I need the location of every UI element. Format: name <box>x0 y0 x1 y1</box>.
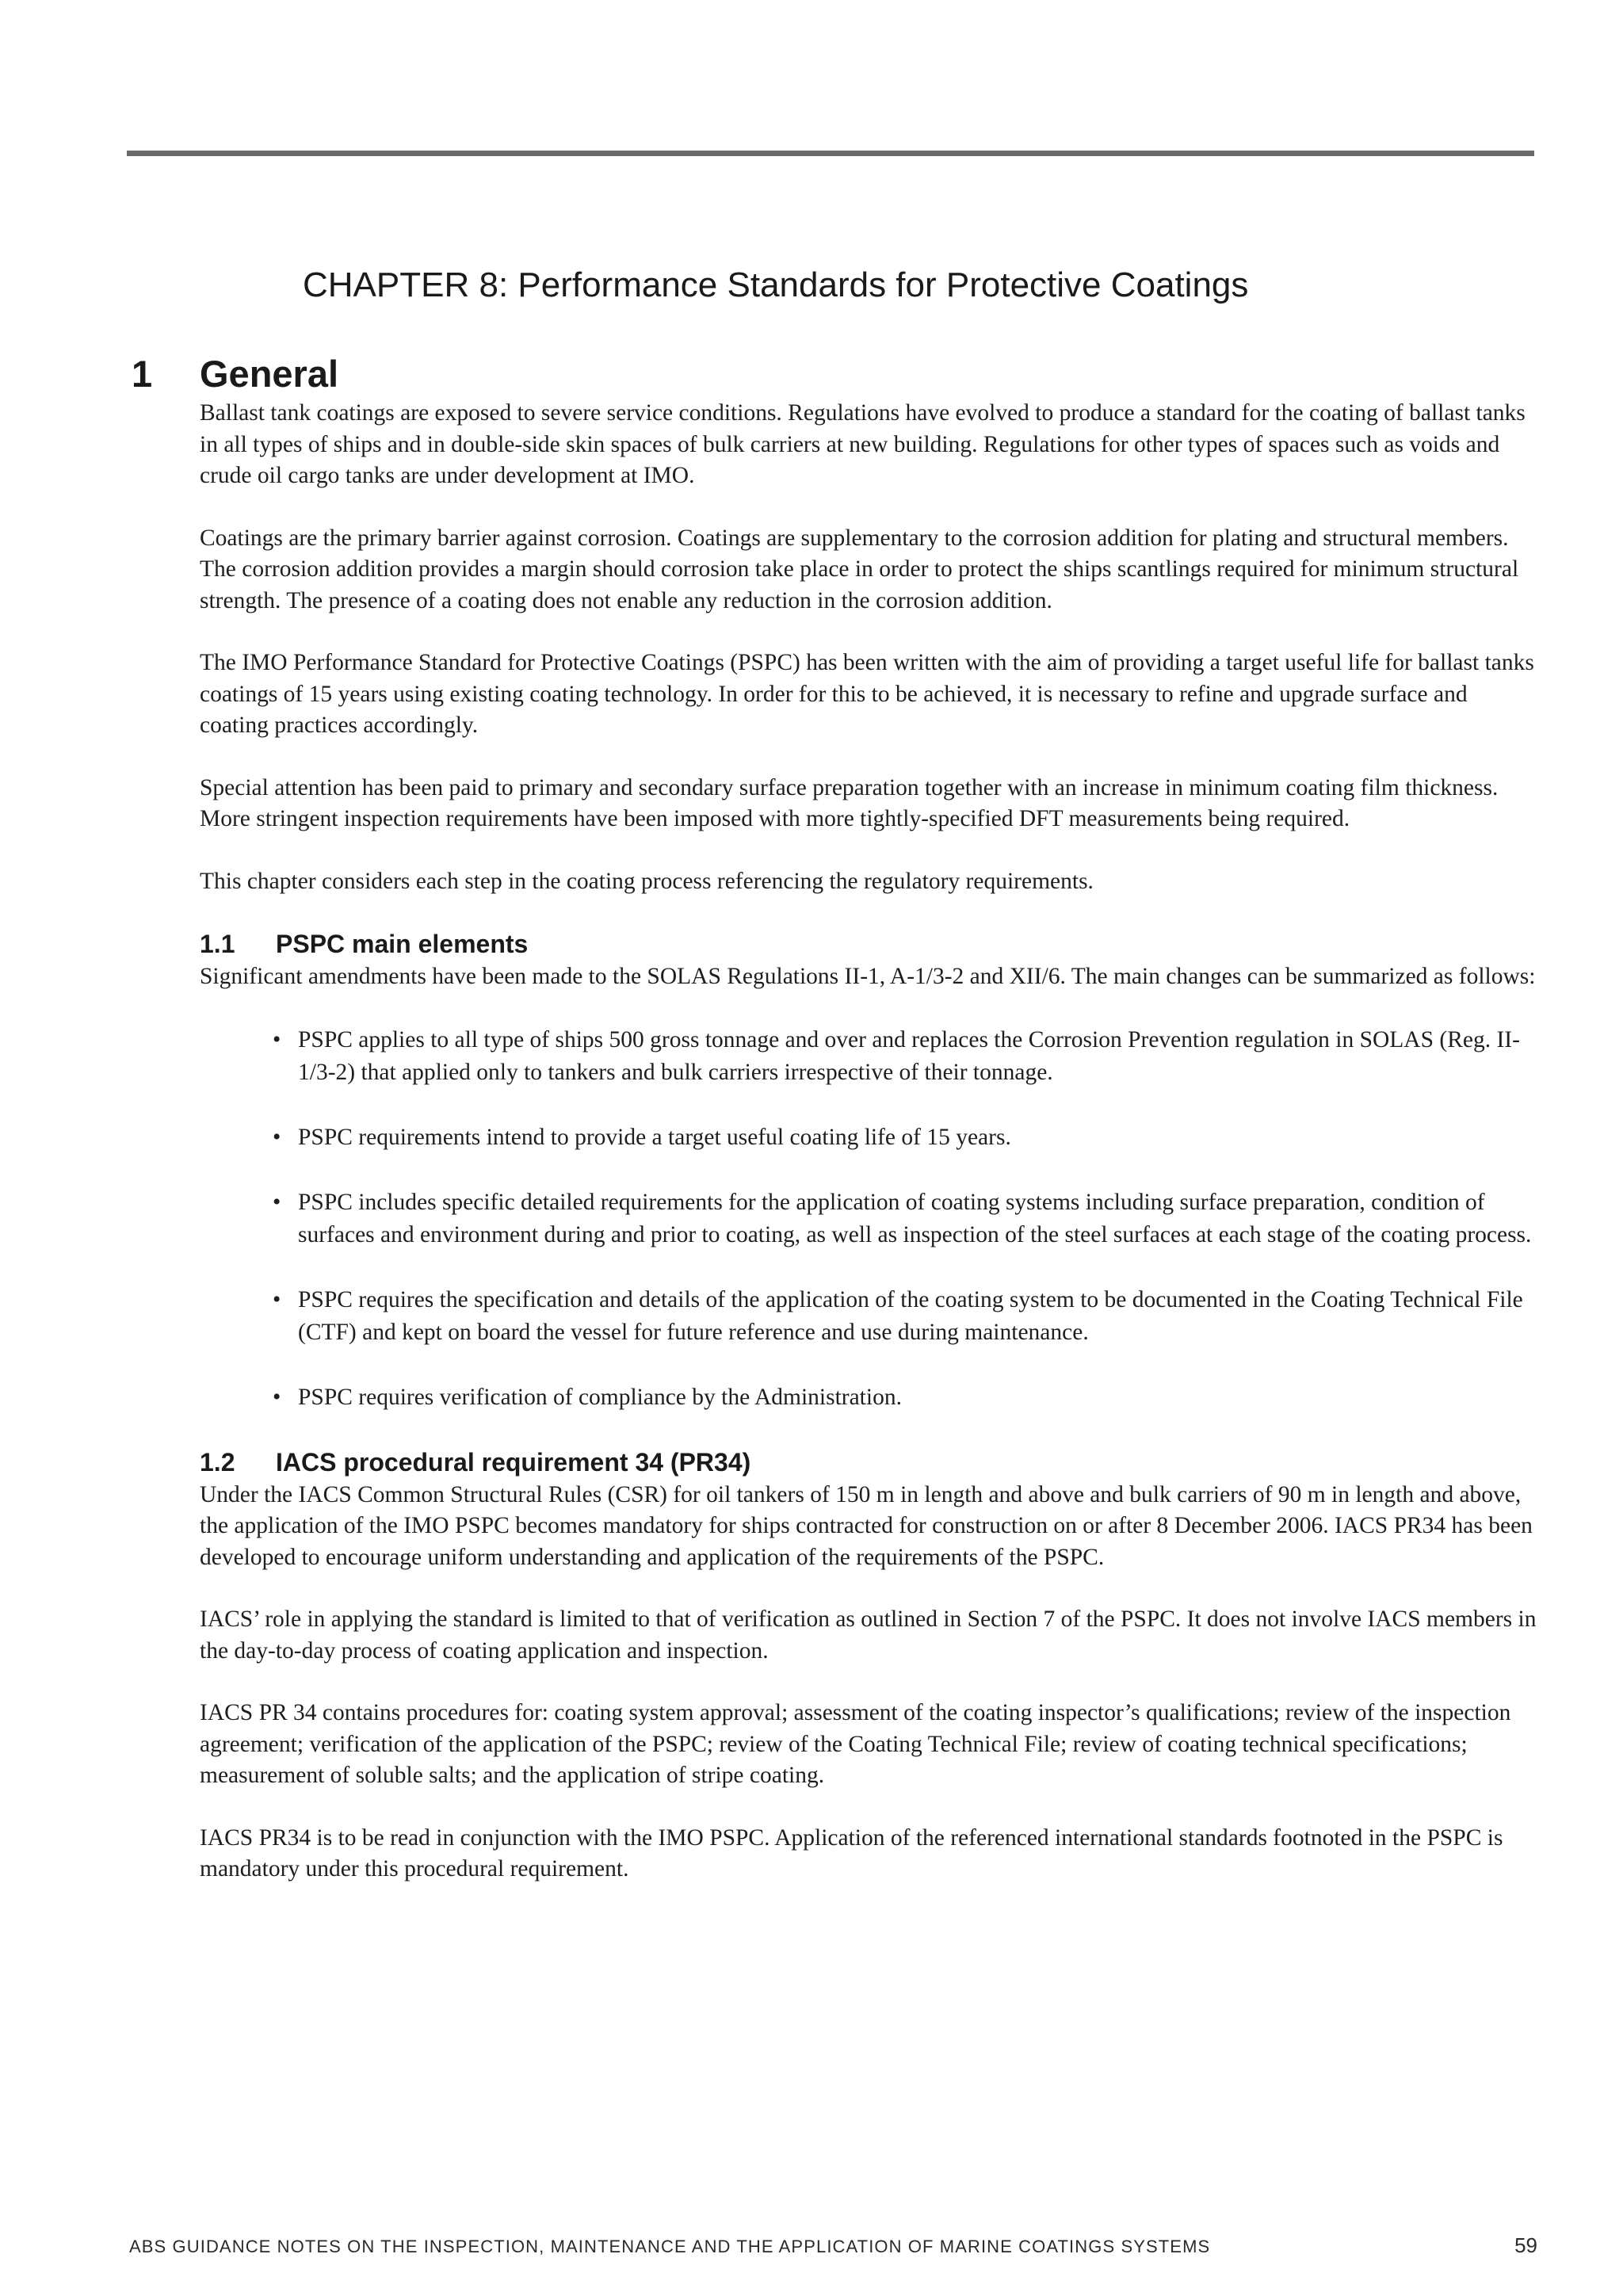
bullet-icon: • <box>273 1286 281 1312</box>
bullet-icon: • <box>273 1384 281 1410</box>
list-item <box>200 1121 1539 1154</box>
page-number: 59 <box>1514 2233 1537 2257</box>
bullet-icon: • <box>273 1124 281 1150</box>
chapter-title: CHAPTER 8: Performance Standards for Protective Coatings <box>303 266 1249 304</box>
subsection-title: IACS procedural requirement 34 (PR34) <box>276 1447 751 1477</box>
bullet-icon: • <box>273 1189 281 1215</box>
body-paragraph: Significant amendments have been made to the SOLAS Regulations II-1, A-1/3-2 and XII/6. The main changes can be summarized as follows: <box>200 964 1536 989</box>
bullet-icon: • <box>273 1026 281 1052</box>
footer-publication-title: ABS GUIDANCE NOTES ON THE INSPECTION, MAINTENANCE AND THE APPLICATION OF MARINE COATINGS SYSTEMS <box>129 2237 1211 2256</box>
body-paragraph: IACS PR34 is to be read in conjunction with the IMO PSPC. Application of the referenced international standards footnoted in the PSPC is mandatory under this procedural requirement. <box>200 1824 1503 1881</box>
list-item <box>200 1186 1539 1251</box>
body-paragraph: This chapter considers each step in the coating process referencing the regulatory requirements. <box>200 868 1094 894</box>
header-rule <box>127 151 1534 156</box>
section-general-body <box>200 398 1539 1885</box>
list-item <box>200 1284 1539 1349</box>
list-item <box>200 1381 1539 1414</box>
list-item-text: PSPC requirements intend to provide a target useful coating life of 15 years. <box>298 1124 1011 1150</box>
subsection-heading-pspc-main-elements <box>200 928 1539 960</box>
subsection-number: 1.2 <box>200 1447 235 1477</box>
section-heading-general <box>127 350 1539 398</box>
list-item-text: PSPC requires verification of compliance by the Administration. <box>298 1384 902 1410</box>
body-paragraph: The IMO Performance Standard for Protective Coatings (PSPC) has been written with the aim of providing a target useful life for ballast tanks coatings of 15 years using existing coating technology. In order for this to be achieved, it is necessary to refine and upgrade surface and coating practices accordingly. <box>200 650 1534 738</box>
list-item-text: PSPC includes specific detailed requirements for the application of coating systems including surface preparation, condition of surfaces and environment during and prior to coating, as well as inspection of the steel surfaces at each stage of the coating process. <box>298 1189 1532 1247</box>
body-paragraph: IACS’ role in applying the standard is limited to that of verification as outlined in Section 7 of the PSPC. It does not involve IACS members in the day-to-day process of coating application and inspection. <box>200 1606 1537 1664</box>
body-paragraph: Under the IACS Common Structural Rules (CSR) for oil tankers of 150 m in length and above and bulk carriers of 90 m in length and above, the application of the IMO PSPC becomes mandatory for ships contracted for construction on or after 8 December 2006. IACS PR34 has been developed to encourage uniform understanding and application of the requirements of the PSPC. <box>200 1481 1533 1570</box>
page-content <box>127 350 1539 1916</box>
list-item-text: PSPC applies to all type of ships 500 gross tonnage and over and replaces the Corrosion Prevention regulation in SOLAS (Reg. II-1/3-2) that applied only to tankers and bulk carriers irrespective of their tonnage. <box>298 1026 1520 1085</box>
list-item-text: PSPC requires the specification and details of the application of the coating system to be documented in the Coating Technical File (CTF) and kept on board the vessel for future reference and use during maintenance. <box>298 1286 1523 1345</box>
subsection-title: PSPC main elements <box>276 930 529 958</box>
section-title: General <box>200 353 339 395</box>
list-item <box>200 1024 1539 1089</box>
pspc-elements-list <box>200 1024 1539 1414</box>
body-paragraph: IACS PR 34 contains procedures for: coating system approval; assessment of the coating inspector’s qualifications; review of the inspection agreement; verification of the application of the PSPC; review of the Coating Technical File; review of coating technical specifications; measurement of soluble salts; and the application of stripe coating. <box>200 1700 1511 1788</box>
section-number: 1 <box>132 353 153 395</box>
subsection-number: 1.1 <box>200 930 235 958</box>
subsection-heading-iacs-pr34 <box>200 1446 1539 1478</box>
body-paragraph: Coatings are the primary barrier against corrosion. Coatings are supplementary to the corrosion addition for plating and structural members. The corrosion addition provides a margin should corrosion take place in order to protect the ships scantlings required for minimum structural strength. The presence of a coating does not enable any reduction in the corrosion addition. <box>200 525 1519 613</box>
body-paragraph: Special attention has been paid to primary and secondary surface preparation together with an increase in minimum coating film thickness. More stringent inspection requirements have been imposed with more tightly-specified DFT measurements being required. <box>200 774 1499 831</box>
body-paragraph: Ballast tank coatings are exposed to severe service conditions. Regulations have evolved to produce a standard for the coating of ballast tanks in all types of ships and in double-side skin spaces of bulk carriers at new building. Regulations for other types of spaces such as voids and crude oil cargo tanks are under development at IMO. <box>200 400 1526 488</box>
